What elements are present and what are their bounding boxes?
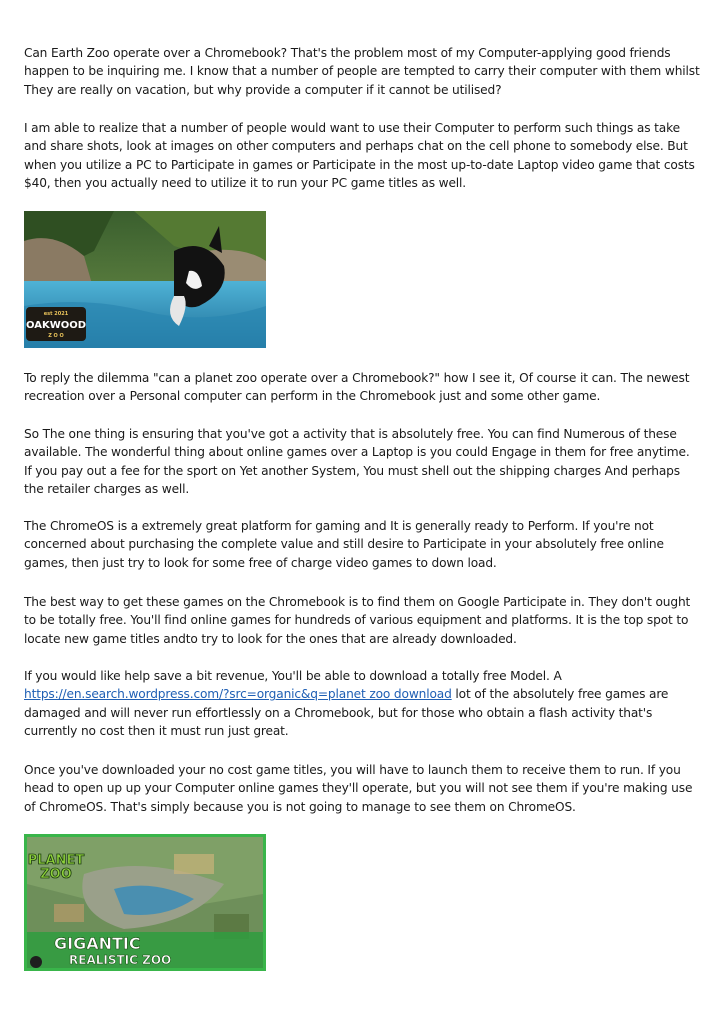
paragraph-2: I am able to realize that a number of people would want to use their Computer to perform such things as take and share shots, look at images on other computers and perhaps chat on the cell phone to somebody else. But when you utilize a PC to Participate in games or Participate in the most up-to-date Laptop video game that costs $40, then you actually need to utilize it to run your PC game titles as well. [24,121,695,191]
paragraph-7 [24,667,700,741]
oakwood-zoo-image [24,211,266,348]
gigantic-banner [27,932,263,968]
oakwood-logo [26,307,86,341]
svg-text:REALISTIC ZOO: REALISTIC ZOO [69,953,172,967]
paragraph-1: Can Earth Zoo operate over a Chromebook? That's the problem most of my Computer-applying good friends happen to be inquiring me. I know that a number of people are tempted to carry their computer with them whilst They are really on vacation, but why provide a computer if it cannot be utilised? [24,46,700,97]
svg-text:GIGANTIC: GIGANTIC [54,934,141,953]
planet-zoo-image [24,834,266,971]
paragraph-4: So The one thing is ensuring that you've got a activity that is absolutely free. You can find Numerous of these available. The wonderful thing about online games over a Laptop is you could Engage in them for free anytime. If you pay out a fee for the sport on Yet another System, You must shell out the shipping charges And perhaps the retailer charges as well. [24,427,690,497]
svg-text:ZOO: ZOO [40,867,72,882]
svg-text:PLANET: PLANET [27,853,85,868]
planet-zoo-download-link[interactable]: https://en.search.wordpress.com/?src=organic&q=planet zoo download [24,687,452,702]
svg-text:est 2021: est 2021 [43,311,69,317]
paragraph-6: The best way to get these games on the Chromebook is to find them on Google Participate in. They don't ought to be totally free. You'll find online games for hundreds of various equipment and platforms. It is the top spot to locate new game titles andto try to look for the ones that are already downloaded. [24,595,691,646]
paragraph-5: The ChromeOS is a extremely great platform for gaming and It is generally ready to Perform. If you're not concerned about purchasing the complete value and still desire to Participate in your absolutely free online games, then just try to look for some free of charge video games to down load. [24,519,664,570]
paragraph-7-text-after: lot of the absolutely free games are damaged and will never run effortlessly on a Chromebook, but for those who obtain a flash activity that's currently no cost then it must run just great. [24,687,669,739]
paragraph-8: Once you've downloaded your no cost game titles, you will have to launch them to receive them to run. If you head to open up up your Computer online games they'll operate, but you will not see them if you're making use of ChromeOS. That's simply because you is not going to manage to see them on ChromeOS. [24,763,693,814]
paragraph-3: To reply the dilemma "can a planet zoo operate over a Chromebook?" how I see it, Of course it can. The newest recreation over a Personal computer can perform in the Chromebook just and some other game. [24,371,690,404]
paragraph-7-text-before: If you would like help save a bit revenue, You'll be able to download a totally free Model. A [24,669,562,683]
svg-text:Z O O: Z O O [48,333,64,339]
svg-text:OAKWOOD: OAKWOOD [25,320,87,331]
